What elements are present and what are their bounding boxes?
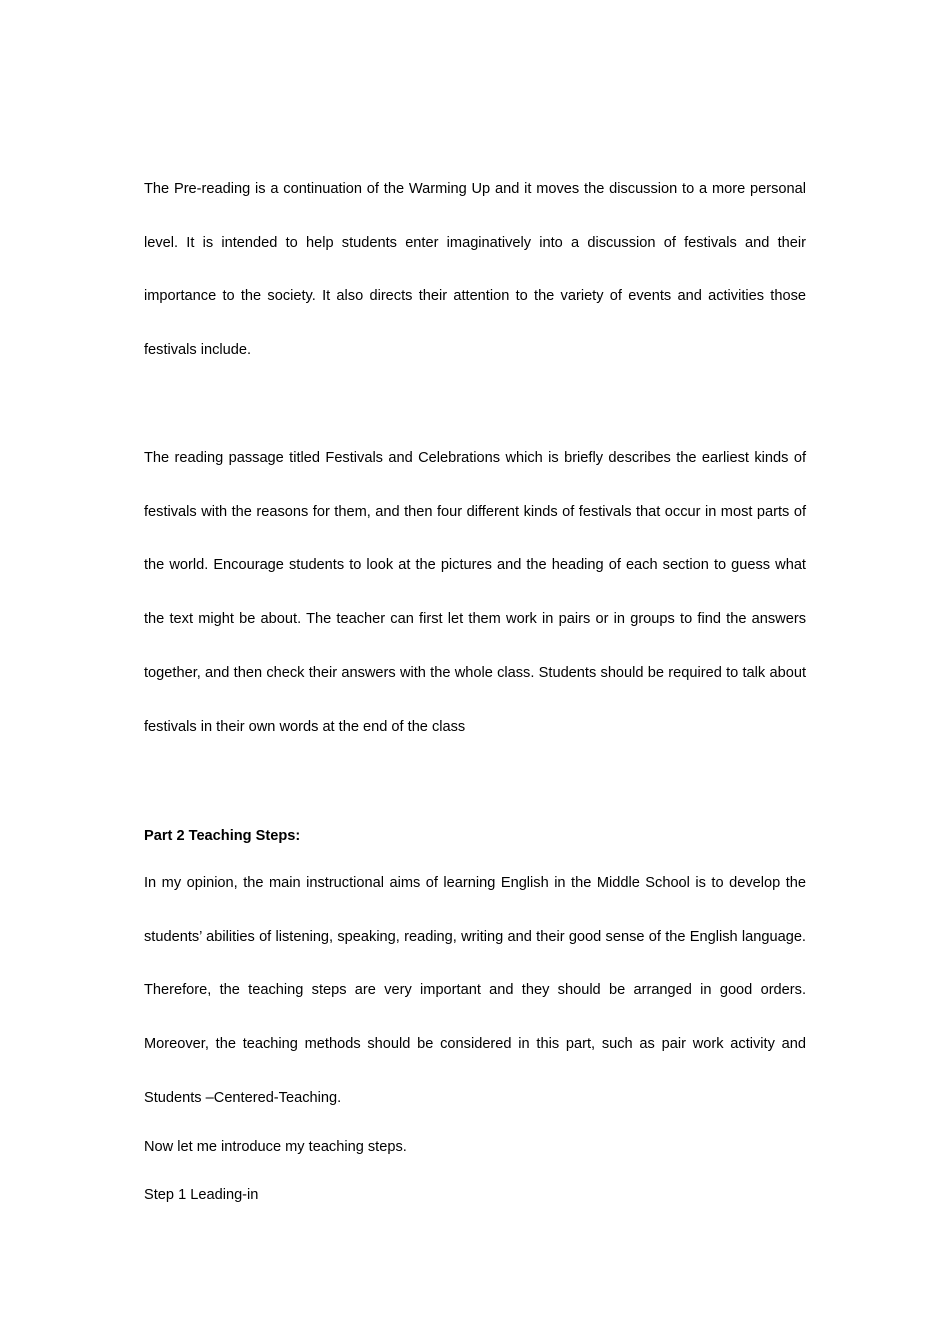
pre-reading-paragraph: The Pre-reading is a continuation of the Warming Up and it moves the discussion to a more personal level. It is intended to help students enter imaginatively into a discussion of festivals and their importance to the society. It also directs their attention to the variety of events and activities those festivals include.: [144, 181, 806, 359]
step1-heading: Step 1 Leading-in: [144, 1187, 259, 1203]
part2-heading: Part 2 Teaching Steps:: [144, 828, 301, 844]
reading-passage-paragraph: The reading passage titled Festivals and Celebrations which is briefly describes the earliest kinds of festivals with the reasons for them, and then four different kinds of festivals that occur in most parts of the world. Encourage students to look at the pictures and the heading of each section to guess what the text might be about. The teacher can first let them work in pairs or in groups to find the answers together, and then check their answers with the whole class. Students should be required to talk about festivals in their own words at the end of the class: [144, 450, 806, 735]
introduce-line: Now let me introduce my teaching steps.: [144, 1139, 407, 1155]
teaching-aims-paragraph: In my opinion, the main instructional aims of learning English in the Middle School is to develop the students’ abilities of listening, speaking, reading, writing and their good sense of the English language. Therefore, the teaching steps are very important and they should be arranged in good orders. Moreover, the teaching methods should be considered in this part, such as pair work activity and Students –Centered-Teaching.: [144, 875, 806, 1106]
